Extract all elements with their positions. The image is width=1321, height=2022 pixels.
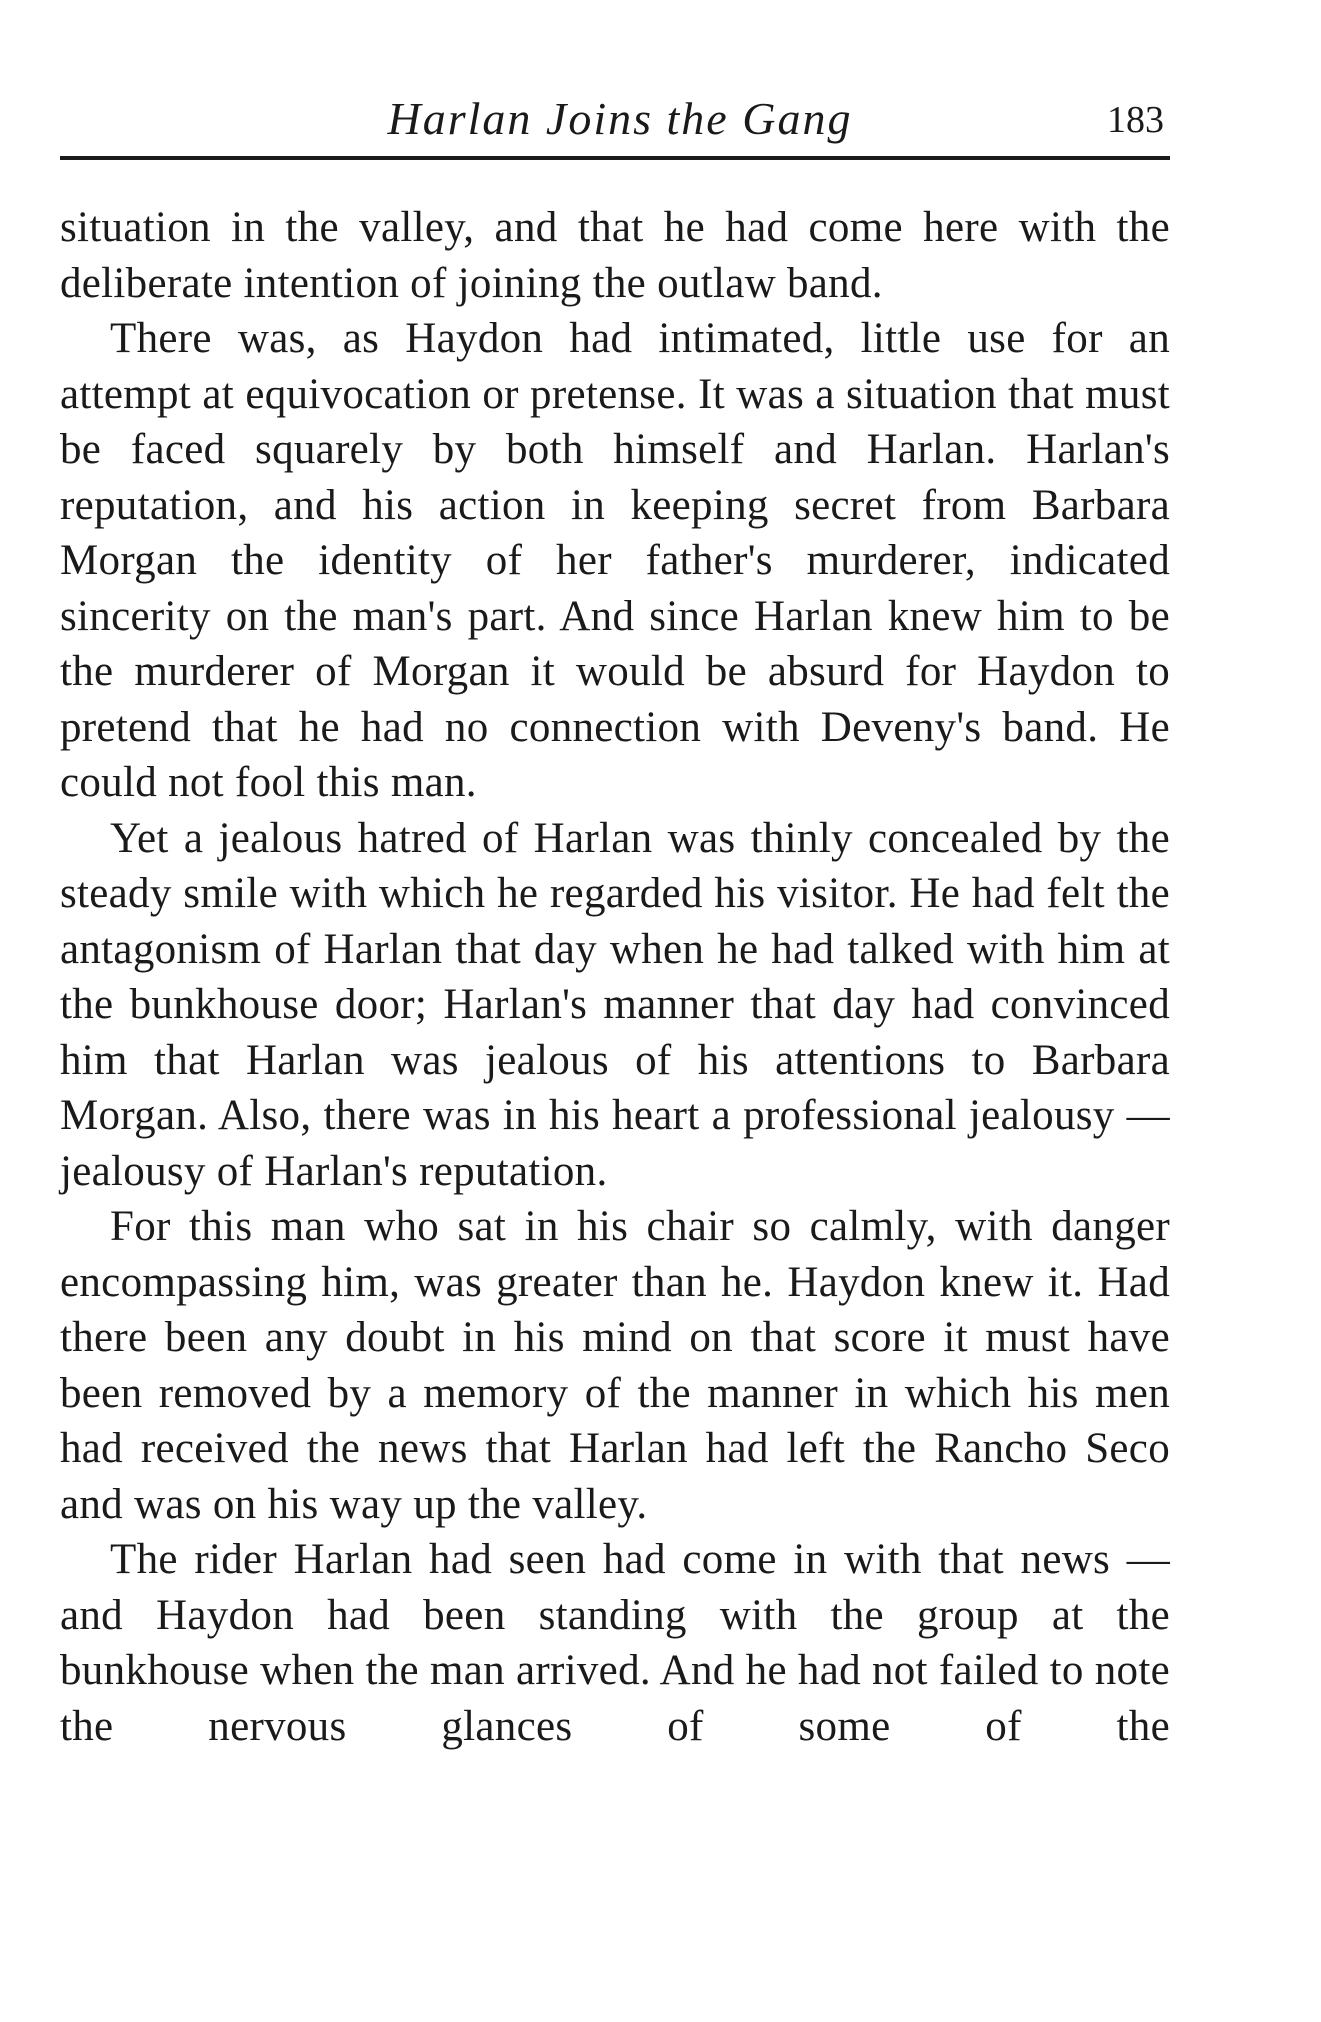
running-head	[60, 86, 1170, 160]
paragraph: There was, as Haydon had intimated, little use for an attempt at equivocation or pretense. It was a situation that must be faced squarely by both himself and Harlan. Harlan's reputation, and his action in keeping secret from Barbara Morgan the identity of her father's murderer, indicated sincerity on the man's part. And since Harlan knew him to be the murderer of Morgan it would be absurd for Haydon to pretend that he had no connection with Deveny's band. He could not fool this man.	[60, 315, 1170, 806]
paragraph: The rider Harlan had seen had come in with that news — and Haydon had been standing with the group at the bunkhouse when the man arrived. And he had not failed to note the nervous glances of some of the	[60, 1536, 1170, 1750]
book-page	[60, 86, 1170, 1754]
running-title: Harlan Joins the Gang	[387, 93, 853, 144]
paragraph: Yet a jealous hatred of Harlan was thinly concealed by the steady smile with which he regarded his visitor. He had felt the antagonism of Harlan that day when he had talked with him at the bunkhouse door; Harlan's manner that day had convinced him that Harlan was jealous of his attentions to Barbara Morgan. Also, there was in his heart a professional jealousy — jealousy of Harlan's reputation.	[60, 814, 1170, 1195]
paragraph: situation in the valley, and that he had come here with the deliberate intention of joining the outlaw band.	[60, 204, 1170, 307]
page-number: 183	[1107, 99, 1164, 141]
body-text	[60, 200, 1170, 1754]
paragraph: For this man who sat in his chair so calmly, with danger encompassing him, was greater than he. Haydon knew it. Had there been any doubt in his mind on that score it must have been removed by a memory of the manner in which his men had received the news that Harlan had left the Rancho Seco and was on his way up the valley.	[60, 1203, 1170, 1528]
